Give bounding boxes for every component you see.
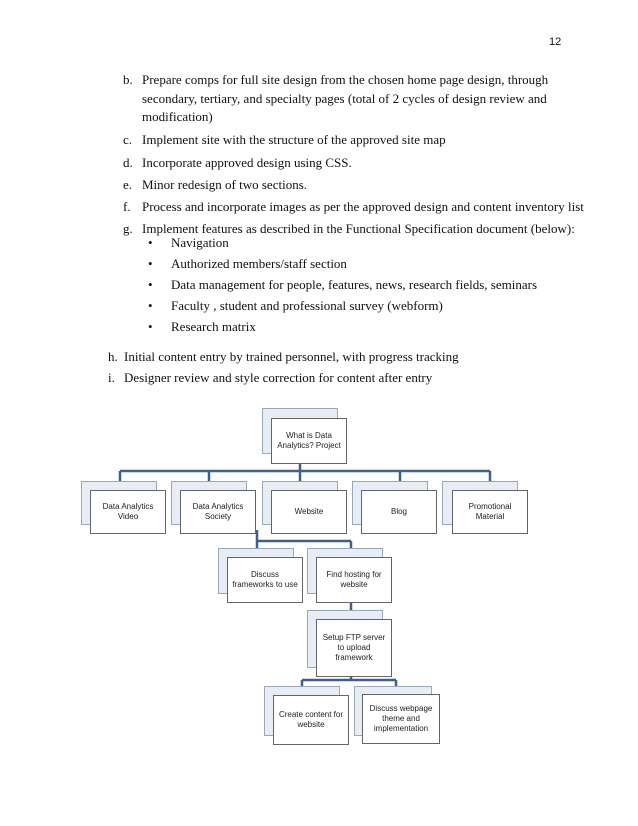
list-marker: d. bbox=[123, 155, 133, 170]
list-marker: g. bbox=[123, 221, 133, 236]
org-node-blog: Blog bbox=[361, 490, 437, 534]
list-text-line: Minor redesign of two sections. bbox=[142, 177, 308, 192]
bullet-icon: • bbox=[148, 277, 153, 292]
org-node-ftp: Setup FTP server to upload framework bbox=[316, 619, 392, 677]
org-node-video: Data Analytics Video bbox=[90, 490, 166, 534]
bullet-icon: • bbox=[148, 256, 153, 271]
list-text-line: Prepare comps for full site design from the chosen home page design, through bbox=[142, 72, 549, 87]
list-text-line: Process and incorporate images as per the approved design and content inventory list bbox=[142, 199, 584, 214]
org-node-promotional: Promotional Material bbox=[452, 490, 528, 534]
org-node-website: Website bbox=[271, 490, 347, 534]
list-text-line: Initial content entry by trained personnel, with progress tracking bbox=[124, 349, 459, 364]
list-marker: b. bbox=[123, 72, 133, 87]
list-text-line: Designer review and style correction for content after entry bbox=[124, 370, 433, 385]
bullet-icon: • bbox=[148, 298, 153, 313]
list-text-line: Implement features as described in the Functional Specification document (below): bbox=[142, 221, 575, 236]
org-node-hosting: Find hosting for website bbox=[316, 557, 392, 603]
org-node-society: Data Analytics Society bbox=[180, 490, 256, 534]
list-text-line: modification) bbox=[142, 109, 213, 124]
bullet-icon: • bbox=[148, 235, 153, 250]
list-text-line: Implement site with the structure of the approved site map bbox=[142, 132, 446, 147]
bullet-icon: • bbox=[148, 319, 153, 334]
org-node-root: What is Data Analytics? Project bbox=[271, 418, 347, 464]
org-node-frameworks: Discuss frameworks to use bbox=[227, 557, 303, 603]
list-text-line: Incorporate approved design using CSS. bbox=[142, 155, 352, 170]
org-node-create-content: Create content for website bbox=[273, 695, 349, 745]
list-marker: f. bbox=[123, 199, 131, 214]
list-marker: e. bbox=[123, 177, 133, 192]
org-node-theme: Discuss webpage theme and implementation bbox=[362, 694, 440, 744]
page-number: 12 bbox=[549, 36, 562, 48]
list-text-line: secondary, tertiary, and specialty pages (total of 2 cycles of design review and bbox=[142, 91, 547, 106]
list-marker: c. bbox=[123, 132, 133, 147]
list-marker: h. bbox=[108, 349, 118, 364]
list-marker: i. bbox=[108, 370, 115, 385]
